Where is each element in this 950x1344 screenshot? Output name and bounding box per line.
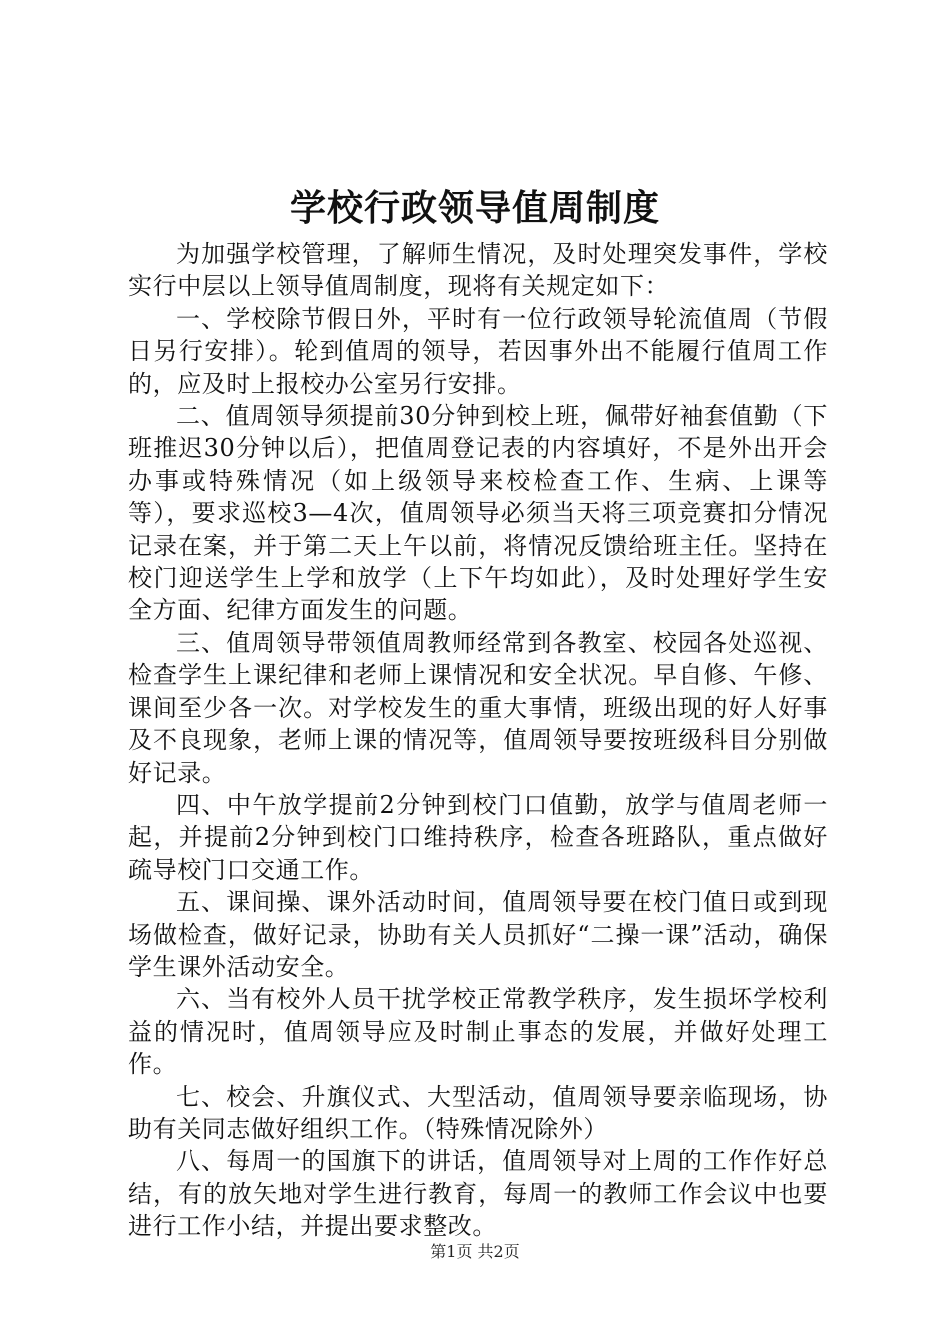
paragraph-rule-1: 一、学校除节假日外，平时有一位行政领导轮流值周（节假日另行安排）。轮到值周的领导，若因事外出不能履行值周工作的，应及时上报校办公室另行安排。 [128,304,828,398]
document-title: 学校行政领导值周制度 [289,187,660,229]
page-footer: 第1页 共2页 [430,1242,520,1261]
paragraph-rule-8: 八、每周一的国旗下的讲话，值周领导对上周的工作作好总结，有的放矢地对学生进行教育，每周一的教师工作会议中也要进行工作小结，并提出要求整改。 [128,1147,828,1241]
paragraph-rule-4: 四、中午放学提前2分钟到校门口值勤，放学与值周老师一起，并提前2分钟到校门口维持秩序，检查各班路队，重点做好疏导校门口交通工作。 [128,790,828,884]
document-body [128,238,828,1243]
paragraph-intro: 为加强学校管理，了解师生情况，及时处理突发事件，学校实行中层以上领导值周制度，现将有关规定如下： [128,240,828,301]
paragraph-rule-5: 五、课间操、课外活动时间，值周领导要在校门值日或到现场做检查，做好记录，协助有关人员抓好“二操一课”活动，确保学生课外活动安全。 [128,888,828,981]
paragraph-rule-7: 七、校会、升旗仪式、大型活动，值周领导要亲临现场，协助有关同志做好组织工作。（特殊情况除外） [128,1082,828,1143]
paragraph-rule-3: 三、值周领导带领值周教师经常到各教室、校园各处巡视、检查学生上课纪律和老师上课情况和安全状况。早自修、午修、课间至少各一次。对学校发生的重大事情，班级出现的好人好事及不良现象，老师上课的情况等，值周领导要按班级科目分别做好记录。 [128,628,828,787]
paragraph-rule-2: 二、值周领导须提前30分钟到校上班，佩带好袖套值勤（下班推迟30分钟以后），把值周登记表的内容填好，不是外出开会办事或特殊情况（如上级领导来校检查工作、生病、上课等等），要求巡校3—4次，值周领导必须当天将三项竞赛扣分情况记录在案，并于第二天上午以前，将情况反馈给班主任。坚持在校门迎送学生上学和放学（上下午均如此），及时处理好学生安全方面、纪律方面发生的问题。 [128,402,828,625]
paragraph-rule-6: 六、当有校外人员干扰学校正常教学秩序，发生损坏学校利益的情况时，值周领导应及时制止事态的发展，并做好处理工作。 [128,985,828,1079]
